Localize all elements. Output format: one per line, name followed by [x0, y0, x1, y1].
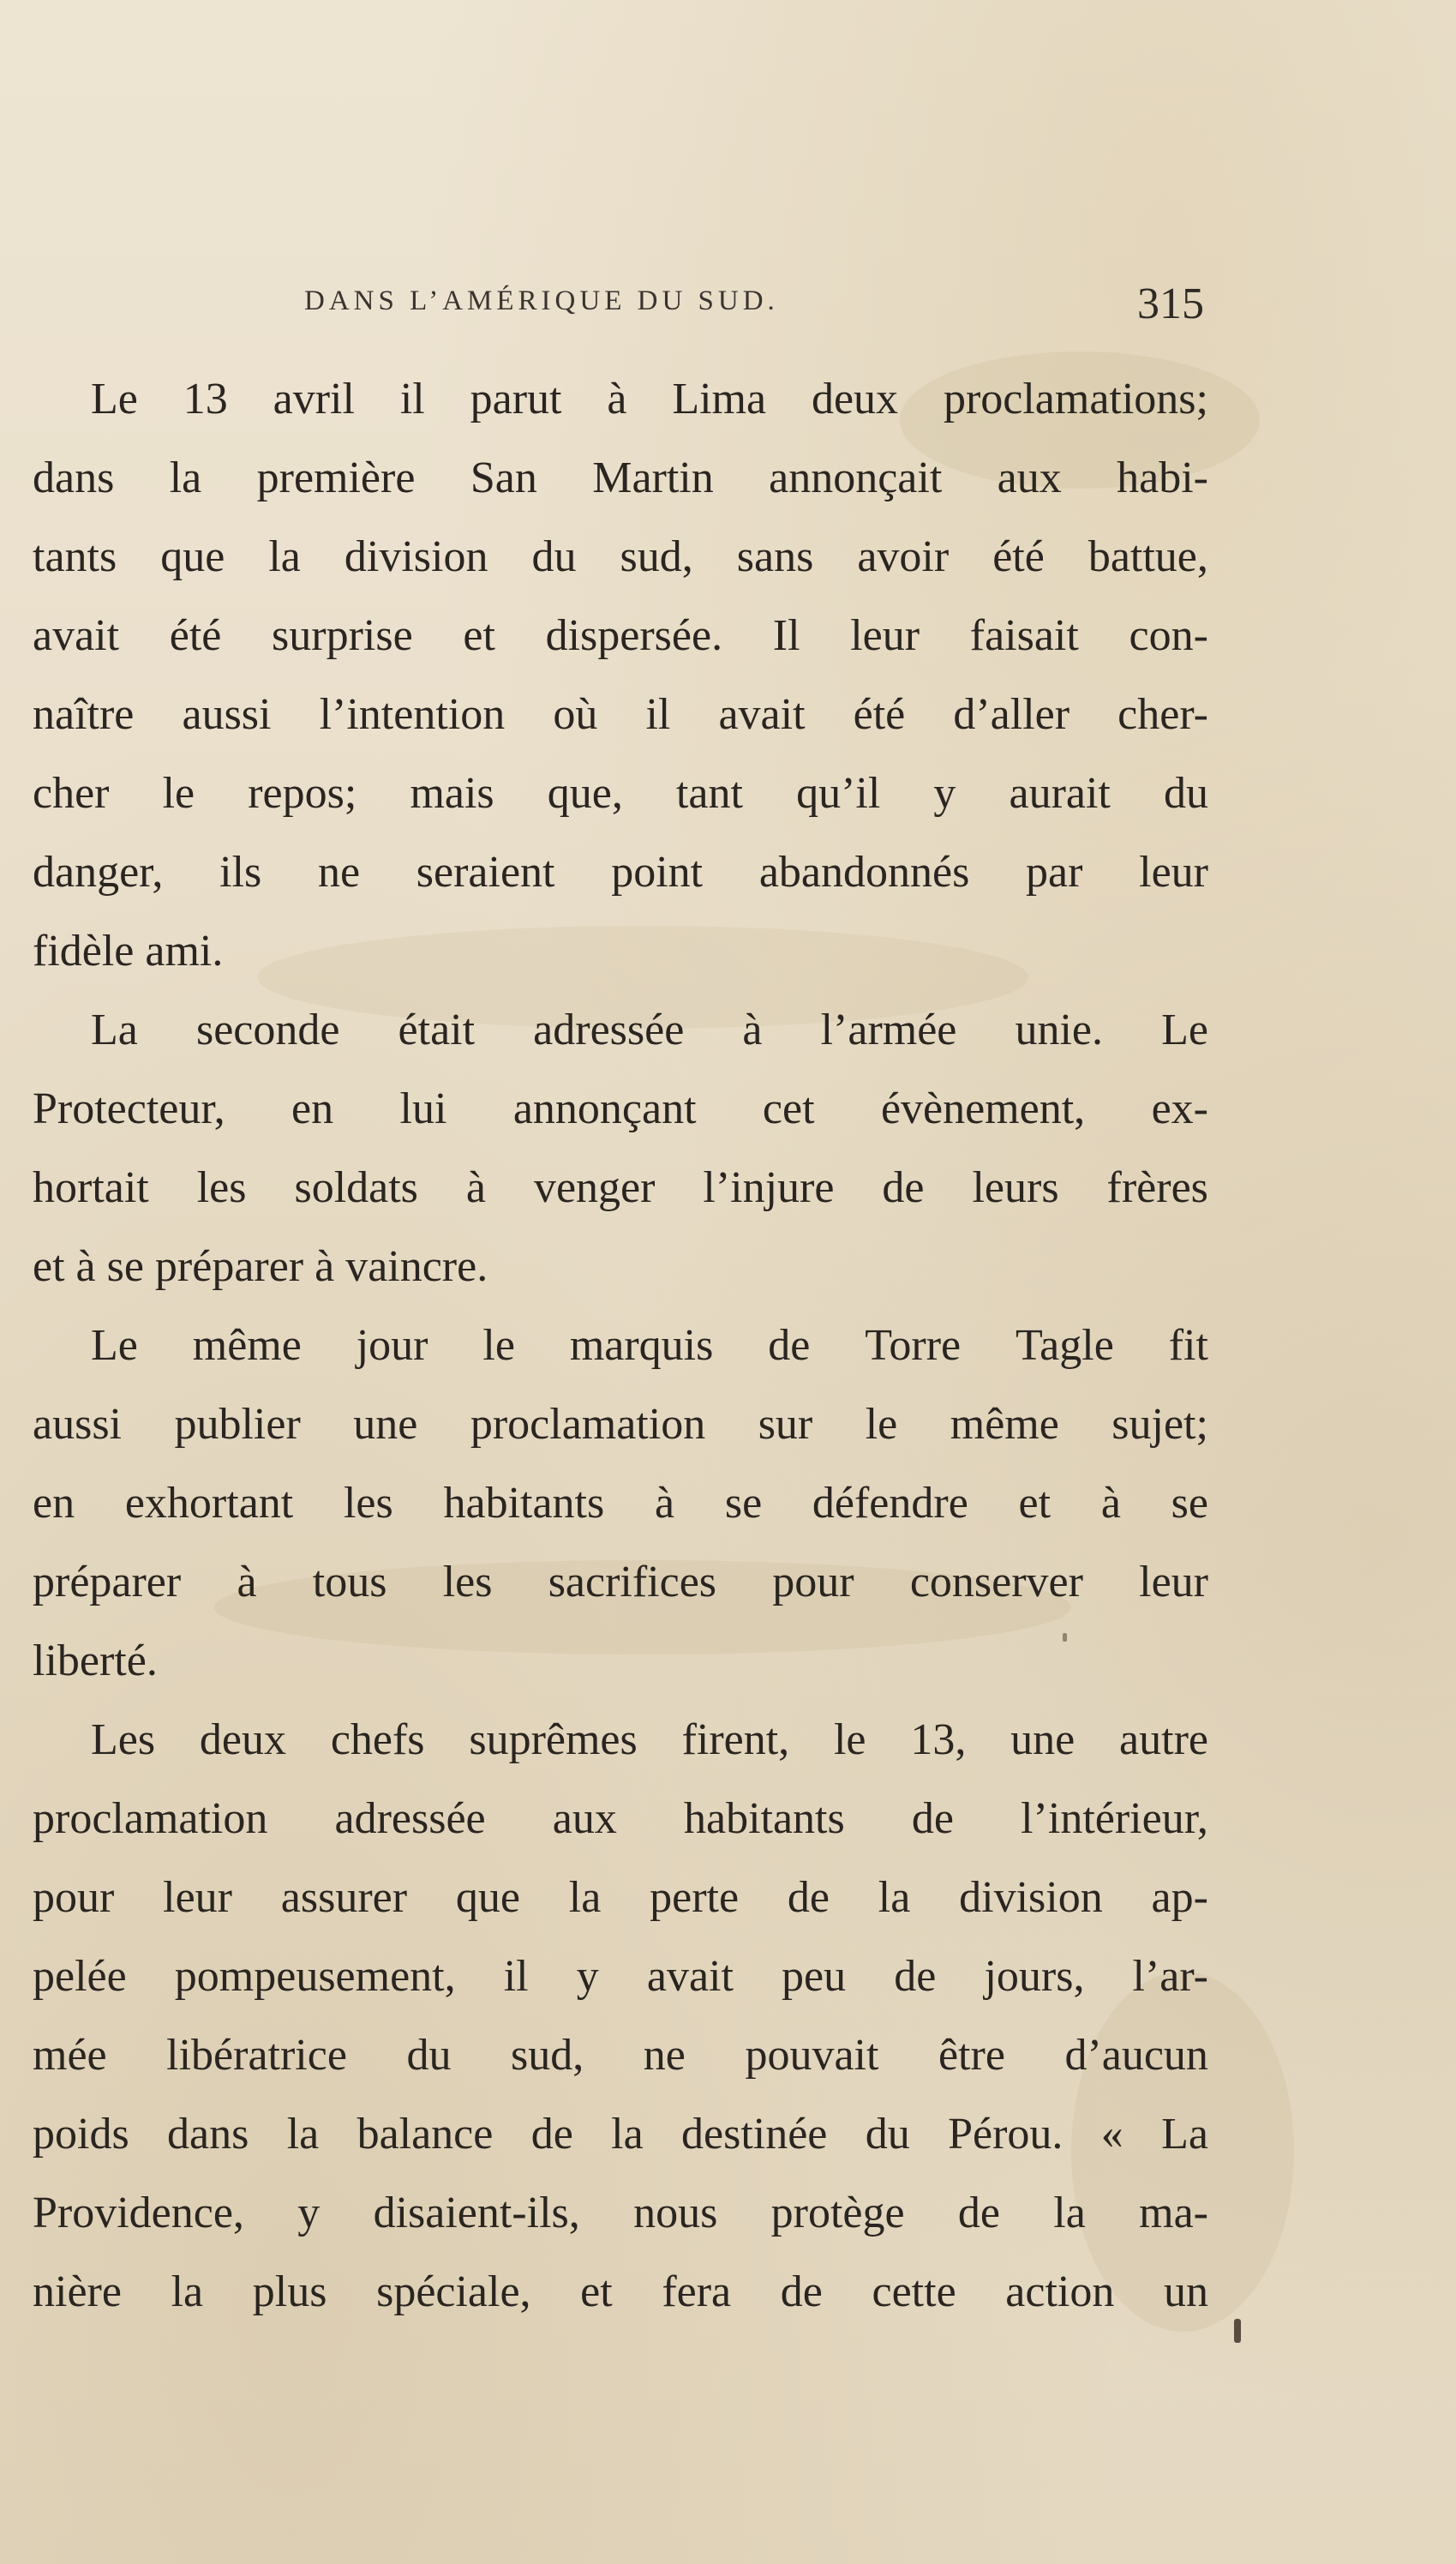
word: spéciale, [376, 2267, 531, 2316]
word: assurer [280, 1873, 408, 1922]
word: pelée [33, 1952, 127, 2001]
text-line [33, 1937, 1208, 2016]
word: division [344, 532, 488, 581]
word: sans [736, 532, 814, 581]
word: Torre [865, 1321, 962, 1370]
word: se [1171, 1479, 1208, 1528]
word: cher [33, 769, 110, 818]
word: se [724, 1479, 763, 1528]
word: 13 [183, 375, 228, 423]
word: « [1100, 2110, 1123, 2159]
word: leurs [972, 1163, 1059, 1212]
word: que, [547, 769, 623, 818]
word: naître [33, 690, 135, 739]
word: été [992, 532, 1045, 581]
word: évènement, [880, 1084, 1086, 1133]
text-line [33, 360, 1208, 439]
text-line [33, 1622, 1208, 1701]
word: La [1161, 2110, 1208, 2159]
word: conserver [909, 1558, 1083, 1606]
text-line [33, 1543, 1208, 1622]
word: firent, [681, 1715, 790, 1764]
word: Martin [592, 453, 714, 502]
word: avoir [857, 532, 950, 581]
word: y [933, 769, 956, 818]
word: les [442, 1558, 493, 1606]
word: une [1010, 1715, 1076, 1764]
word: avait [718, 690, 806, 739]
word: nière [33, 2267, 122, 2316]
text-line [33, 1306, 1208, 1385]
word: qu’il [796, 769, 881, 818]
word: pour [772, 1558, 854, 1606]
word: Providence, [33, 2189, 244, 2237]
word: l’intention [319, 690, 506, 739]
word: les [196, 1163, 247, 1212]
word: jours, [984, 1952, 1085, 2001]
word: préparer [33, 1558, 182, 1606]
word: seraient [416, 848, 555, 897]
word: Protecteur, [33, 1084, 225, 1133]
word: battue, [1088, 532, 1208, 581]
word: l’intérieur, [1021, 1794, 1208, 1843]
word: la [878, 1873, 911, 1922]
word: avait [646, 1952, 734, 2001]
ink-speck [1234, 2319, 1241, 2343]
word: pompeusement, [174, 1952, 456, 2001]
word: où [553, 690, 598, 739]
word: l’ar- [1132, 1952, 1208, 2001]
word: venger [533, 1163, 656, 1212]
word: cet [762, 1084, 815, 1133]
word: habitants [443, 1479, 605, 1528]
word: deux [199, 1715, 286, 1764]
word: été [853, 690, 906, 739]
word: d’aucun [1064, 2031, 1208, 2080]
word: La [91, 1006, 138, 1054]
word: dans [167, 2110, 249, 2159]
word: de [894, 1952, 937, 2001]
word: un [1164, 2267, 1208, 2316]
word: d’aller [953, 690, 1070, 739]
text-line [33, 597, 1208, 676]
word: frères [1106, 1163, 1208, 1212]
word: jour [356, 1321, 428, 1370]
word: con- [1129, 611, 1208, 660]
word: dans [33, 453, 115, 502]
word: proclamation [33, 1794, 268, 1843]
word: chefs [330, 1715, 425, 1764]
text-line [33, 1070, 1208, 1149]
text-line [33, 754, 1208, 833]
word: tous [312, 1558, 387, 1606]
text-line [33, 1780, 1208, 1858]
word: il [399, 375, 425, 423]
word: été [169, 611, 222, 660]
word: le [482, 1321, 515, 1370]
text-line [33, 1701, 1208, 1780]
word: destinée [681, 2110, 828, 2159]
word: la [611, 2110, 644, 2159]
word: le [162, 769, 195, 818]
word: en [291, 1084, 334, 1133]
word: la [268, 532, 301, 581]
word: sud, [620, 532, 693, 581]
word: division [959, 1873, 1103, 1922]
word: aurait [1009, 769, 1111, 818]
word: du [531, 532, 577, 581]
word: y [576, 1952, 599, 2001]
word: ap- [1151, 1873, 1208, 1922]
word: défendre [812, 1479, 968, 1528]
word: il [503, 1952, 529, 2001]
word: point [611, 848, 704, 897]
word: et [580, 2267, 613, 2316]
word: adressée [334, 1794, 486, 1843]
word: était [398, 1006, 476, 1054]
word: à [465, 1163, 486, 1212]
text-line [33, 2095, 1208, 2174]
word: autre [1119, 1715, 1208, 1764]
text-line [33, 991, 1208, 1070]
text-line [33, 2253, 1208, 2332]
word: ne [317, 848, 361, 897]
text-line [33, 1228, 1208, 1306]
word: leur [1139, 848, 1208, 897]
line-text: fidèle ami. [33, 927, 224, 976]
word: Pérou. [948, 2110, 1064, 2159]
word: que [455, 1873, 520, 1922]
word: leur [163, 1873, 232, 1922]
word: ils [219, 848, 262, 897]
word: la [169, 453, 202, 502]
word: fera [662, 2267, 732, 2316]
word: disaient-ils, [373, 2189, 580, 2237]
word: du [1163, 769, 1208, 818]
running-title: DANS L’AMÉRIQUE DU SUD. [304, 285, 779, 316]
word: à [654, 1479, 675, 1528]
word: aux [997, 453, 1062, 502]
word: la [171, 2267, 204, 2316]
word: 13, [910, 1715, 967, 1764]
word: abandonnés [758, 848, 970, 897]
word: Le [1161, 1006, 1208, 1054]
word: seconde [195, 1006, 340, 1054]
word: sur [758, 1400, 813, 1449]
word: pouvait [745, 2031, 879, 2080]
text-line [33, 439, 1208, 518]
word: à [1100, 1479, 1121, 1528]
word: la [568, 1873, 602, 1922]
word: dispersée. [545, 611, 723, 660]
word: l’armée [820, 1006, 957, 1054]
word: unie. [1015, 1006, 1104, 1054]
word: peu [782, 1952, 847, 2001]
word: faisait [969, 611, 1079, 660]
text-line [33, 1464, 1208, 1543]
word: du [406, 2031, 452, 2080]
word: lui [399, 1084, 447, 1133]
word: leur [1139, 1558, 1208, 1606]
word: en [33, 1479, 75, 1528]
word: la [286, 2110, 320, 2159]
word: aux [552, 1794, 617, 1843]
word: Lima [672, 375, 767, 423]
word: plus [252, 2267, 327, 2316]
line-text: liberté. [33, 1636, 158, 1685]
word: de [530, 2110, 573, 2159]
word: de [882, 1163, 925, 1212]
word: du [865, 2110, 910, 2159]
word: Les [91, 1715, 156, 1764]
word: poids [33, 2110, 129, 2159]
word: hortait [33, 1163, 149, 1212]
word: à [607, 375, 627, 423]
text-line [33, 2016, 1208, 2095]
word: tants [33, 532, 117, 581]
word: de [787, 1873, 830, 1922]
word: proclamation [470, 1400, 706, 1449]
word: ma- [1139, 2189, 1208, 2237]
word: y [297, 2189, 321, 2237]
word: les [343, 1479, 393, 1528]
word: surprise [272, 611, 413, 660]
word: Il [772, 611, 800, 660]
word: sacrifices [548, 1558, 717, 1606]
word: aussi [182, 690, 272, 739]
word: et [1018, 1479, 1052, 1528]
word: action [1005, 2267, 1115, 2316]
word: exhortant [124, 1479, 294, 1528]
word: adressée [533, 1006, 685, 1054]
word: perte [650, 1873, 740, 1922]
word: Le [91, 1321, 138, 1370]
word: le [865, 1400, 898, 1449]
word: proclamations; [943, 375, 1208, 423]
word: de [957, 2189, 1000, 2237]
word: l’injure [703, 1163, 835, 1212]
word: protège [770, 2189, 905, 2237]
word: mée [33, 2031, 107, 2080]
word: marquis [569, 1321, 714, 1370]
word: San [470, 453, 537, 502]
word: annonçant [512, 1084, 697, 1133]
word: parut [470, 375, 562, 423]
word: soldats [294, 1163, 418, 1212]
word: leur [850, 611, 920, 660]
word: publier [174, 1400, 301, 1449]
word: aussi [33, 1400, 122, 1449]
word: même [192, 1321, 302, 1370]
word: deux [811, 375, 899, 423]
word: repos; [248, 769, 357, 818]
word: mais [410, 769, 494, 818]
text-line [33, 833, 1208, 912]
text-line [33, 912, 1208, 991]
word: annonçait [769, 453, 943, 502]
text-line [33, 676, 1208, 754]
word: tant [675, 769, 743, 818]
word: suprêmes [469, 1715, 638, 1764]
word: une [353, 1400, 418, 1449]
word: ne [643, 2031, 686, 2080]
text-line [33, 1149, 1208, 1228]
text-line [33, 518, 1208, 597]
word: avait [33, 611, 120, 660]
word: de [780, 2267, 823, 2316]
page-number: 315 [1137, 279, 1204, 328]
word: cher- [1117, 690, 1208, 739]
word: Le [91, 375, 138, 423]
text-line [33, 1385, 1208, 1464]
text-line [33, 2174, 1208, 2253]
word: par [1026, 848, 1083, 897]
body-text [33, 360, 1208, 2332]
word: même [950, 1400, 1059, 1449]
word: fit [1168, 1321, 1208, 1370]
word: libératrice [166, 2031, 347, 2080]
word: à [237, 1558, 257, 1606]
word: que [160, 532, 225, 581]
running-head [304, 279, 1204, 330]
word: le [833, 1715, 866, 1764]
word: cette [872, 2267, 956, 2316]
word: être [938, 2031, 1005, 2080]
word: il [645, 690, 671, 739]
word: nous [633, 2189, 718, 2237]
word: habi- [1117, 453, 1208, 502]
text-line [33, 1858, 1208, 1937]
word: avril [273, 375, 355, 423]
word: balance [357, 2110, 494, 2159]
word: habitants [683, 1794, 845, 1843]
word: pour [33, 1873, 115, 1922]
word: ex- [1151, 1084, 1208, 1133]
word: sud, [511, 2031, 584, 2080]
word: de [768, 1321, 811, 1370]
word: la [1053, 2189, 1086, 2237]
word: sujet; [1111, 1400, 1208, 1449]
word: de [911, 1794, 954, 1843]
word: à [742, 1006, 763, 1054]
word: première [256, 453, 416, 502]
word: danger, [33, 848, 164, 897]
word: Tagle [1016, 1321, 1114, 1370]
word: et [463, 611, 495, 660]
line-text: et à se préparer à vaincre. [33, 1242, 488, 1291]
